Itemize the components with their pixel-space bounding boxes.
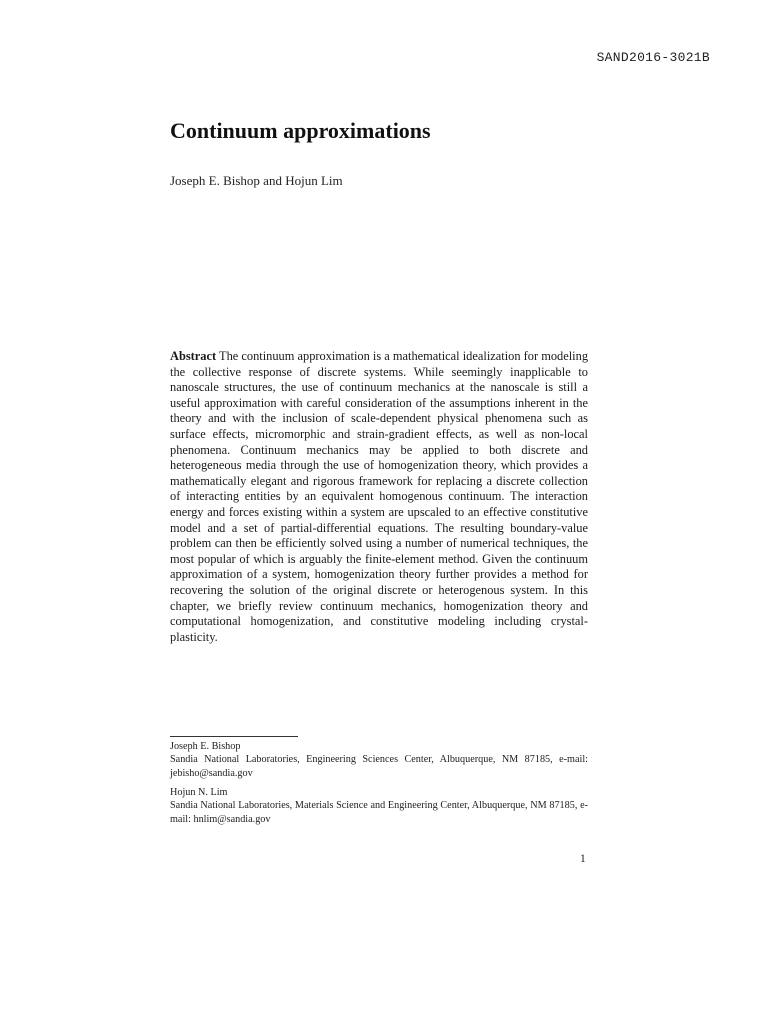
author-line: Joseph E. Bishop and Hojun Lim	[170, 173, 343, 188]
abstract-label: Abstract	[170, 349, 217, 363]
footnote-divider	[170, 736, 298, 737]
abstract-text: The continuum approximation is a mathematical idealization for modeling the collective response of discrete systems. While seemingly inapplicable to nanoscale structures, the use of continuum mechanics at the nanoscale is still a useful approximation with careful consideration of the assumptions inherent in the theory and with the inclusion of scale-dependent physical phenomena such as surface effects, micromorphic and strain-gradient effects, as well as non-local phenomena. Continuum mechanics may be applied to both discrete and heterogeneous media through the use of homogenization theory, which provides a mathematically elegant and rigorous framework for replacing a discrete collection of interacting entities by an equivalent homogenous continuum. The interaction energy and forces existing within a system are upscaled to an effective constitutive model and a set of partial-differential equations. The resulting boundary-value problem can then be efficiently solved using a number of numerical techniques, the most popular of which is arguably the finite-element method. Given the continuum approximation of a system, homogenization theory further provides a method for recovering the solution of the original discrete or heterogenous system. In this chapter, we briefly review continuum mechanics, homogenization theory and computational homogenization, and constitutive modeling including crystal-plasticity.	[170, 349, 589, 644]
affiliation-text: Sandia National Laboratories, Engineering Sciences Center, Albuquerque, NM 87185, e-mail: jebisho@sandia.gov	[170, 754, 588, 779]
author-affiliation-lim	[170, 786, 588, 826]
abstract	[170, 349, 588, 645]
affiliation-author-name: Hojun N. Lim	[170, 787, 228, 798]
affiliation-author-name: Joseph E. Bishop	[170, 741, 241, 752]
report-number: SAND2016-3021B	[596, 50, 710, 65]
paper-title: Continuum approximations	[170, 118, 431, 143]
page-number: 1	[580, 853, 586, 865]
affiliation-text: Sandia National Laboratories, Materials Science and Engineering Center, Albuquerque, NM 87185, e-mail: hnlim@sandia.gov	[170, 800, 588, 825]
author-affiliation-bishop	[170, 740, 588, 780]
